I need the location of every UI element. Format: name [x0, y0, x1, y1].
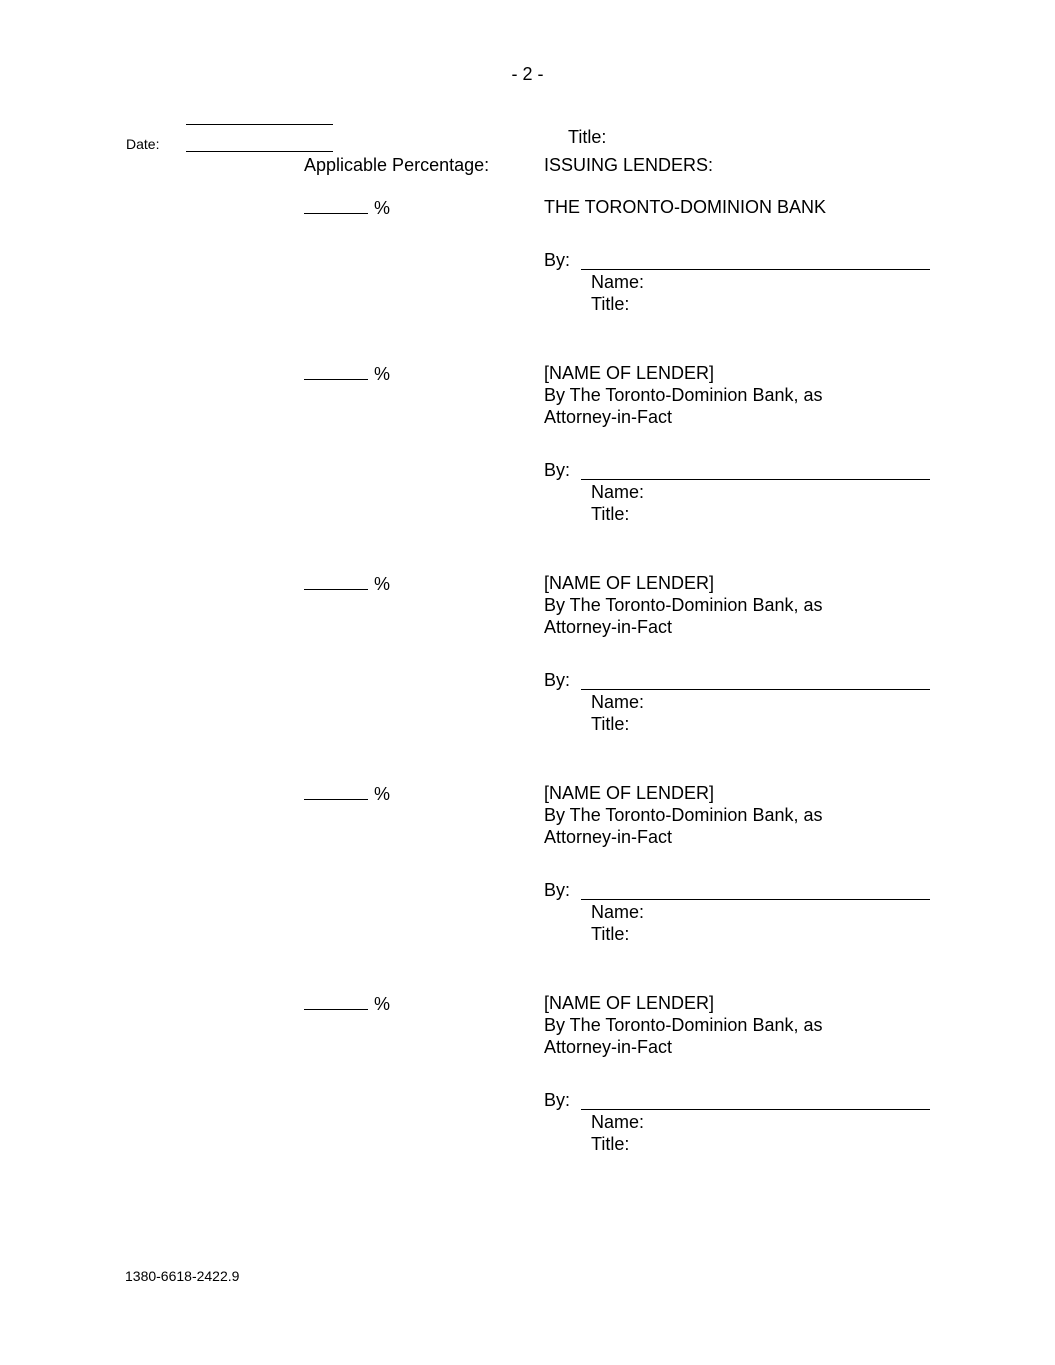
percent-symbol: %: [374, 994, 391, 1014]
signature-line[interactable]: [581, 269, 930, 270]
signatory-name-label: Name:: [591, 272, 645, 292]
signatory-title-label: Title:: [591, 294, 630, 314]
page-number: - 2 -: [511, 64, 544, 84]
percentage-field[interactable]: [304, 992, 390, 1015]
percentage-field[interactable]: [304, 782, 390, 805]
by-label: By:: [544, 250, 571, 270]
signatory-title-label: Title:: [591, 504, 630, 524]
applicable-percentage-heading: Applicable Percentage:: [304, 155, 490, 175]
signatory-title-label: Title:: [591, 714, 630, 734]
date-input-line[interactable]: [186, 151, 333, 152]
lender-capacity: Attorney-in-Fact: [544, 827, 673, 847]
percent-symbol: %: [374, 198, 391, 218]
header-title-label: Title:: [568, 127, 607, 147]
signatory-name-label: Name:: [591, 482, 645, 502]
signatory-name-label: Name:: [591, 692, 645, 712]
percentage-blank[interactable]: [304, 572, 368, 590]
signatory-title-label: Title:: [591, 924, 630, 944]
lender-name: THE TORONTO-DOMINION BANK: [544, 197, 827, 217]
signatory-name-label: Name:: [591, 902, 645, 922]
percentage-field[interactable]: [304, 196, 390, 219]
percentage-blank[interactable]: [304, 782, 368, 800]
percentage-blank[interactable]: [304, 196, 368, 214]
lender-by-line: By The Toronto-Dominion Bank, as: [544, 805, 823, 825]
by-label: By:: [544, 460, 571, 480]
lender-name: [NAME OF LENDER]: [544, 573, 715, 593]
signature-line[interactable]: [581, 689, 930, 690]
signature-line[interactable]: [581, 479, 930, 480]
lender-by-line: By The Toronto-Dominion Bank, as: [544, 595, 823, 615]
percent-symbol: %: [374, 574, 391, 594]
percent-symbol: %: [374, 784, 391, 804]
lender-capacity: Attorney-in-Fact: [544, 1037, 673, 1057]
signature-line[interactable]: [581, 899, 930, 900]
by-label: By:: [544, 880, 571, 900]
by-label: By:: [544, 1090, 571, 1110]
lender-name: [NAME OF LENDER]: [544, 993, 715, 1013]
signatory-title-label: Title:: [591, 1134, 630, 1154]
document-id: 1380-6618-2422.9: [125, 1268, 240, 1284]
percentage-field[interactable]: [304, 572, 390, 595]
date-top-rule: [186, 124, 333, 125]
lender-name: [NAME OF LENDER]: [544, 783, 715, 803]
by-label: By:: [544, 670, 571, 690]
percent-symbol: %: [374, 364, 391, 384]
percentage-blank[interactable]: [304, 992, 368, 1010]
lender-by-line: By The Toronto-Dominion Bank, as: [544, 385, 823, 405]
issuing-lenders-heading: ISSUING LENDERS:: [544, 155, 714, 175]
percentage-field[interactable]: [304, 362, 390, 385]
signatory-name-label: Name:: [591, 1112, 645, 1132]
lender-capacity: Attorney-in-Fact: [544, 407, 673, 427]
lender-capacity: Attorney-in-Fact: [544, 617, 673, 637]
percentage-blank[interactable]: [304, 362, 368, 380]
lender-name: [NAME OF LENDER]: [544, 363, 715, 383]
date-label: Date:: [126, 136, 160, 152]
signature-line[interactable]: [581, 1109, 930, 1110]
lender-by-line: By The Toronto-Dominion Bank, as: [544, 1015, 823, 1035]
